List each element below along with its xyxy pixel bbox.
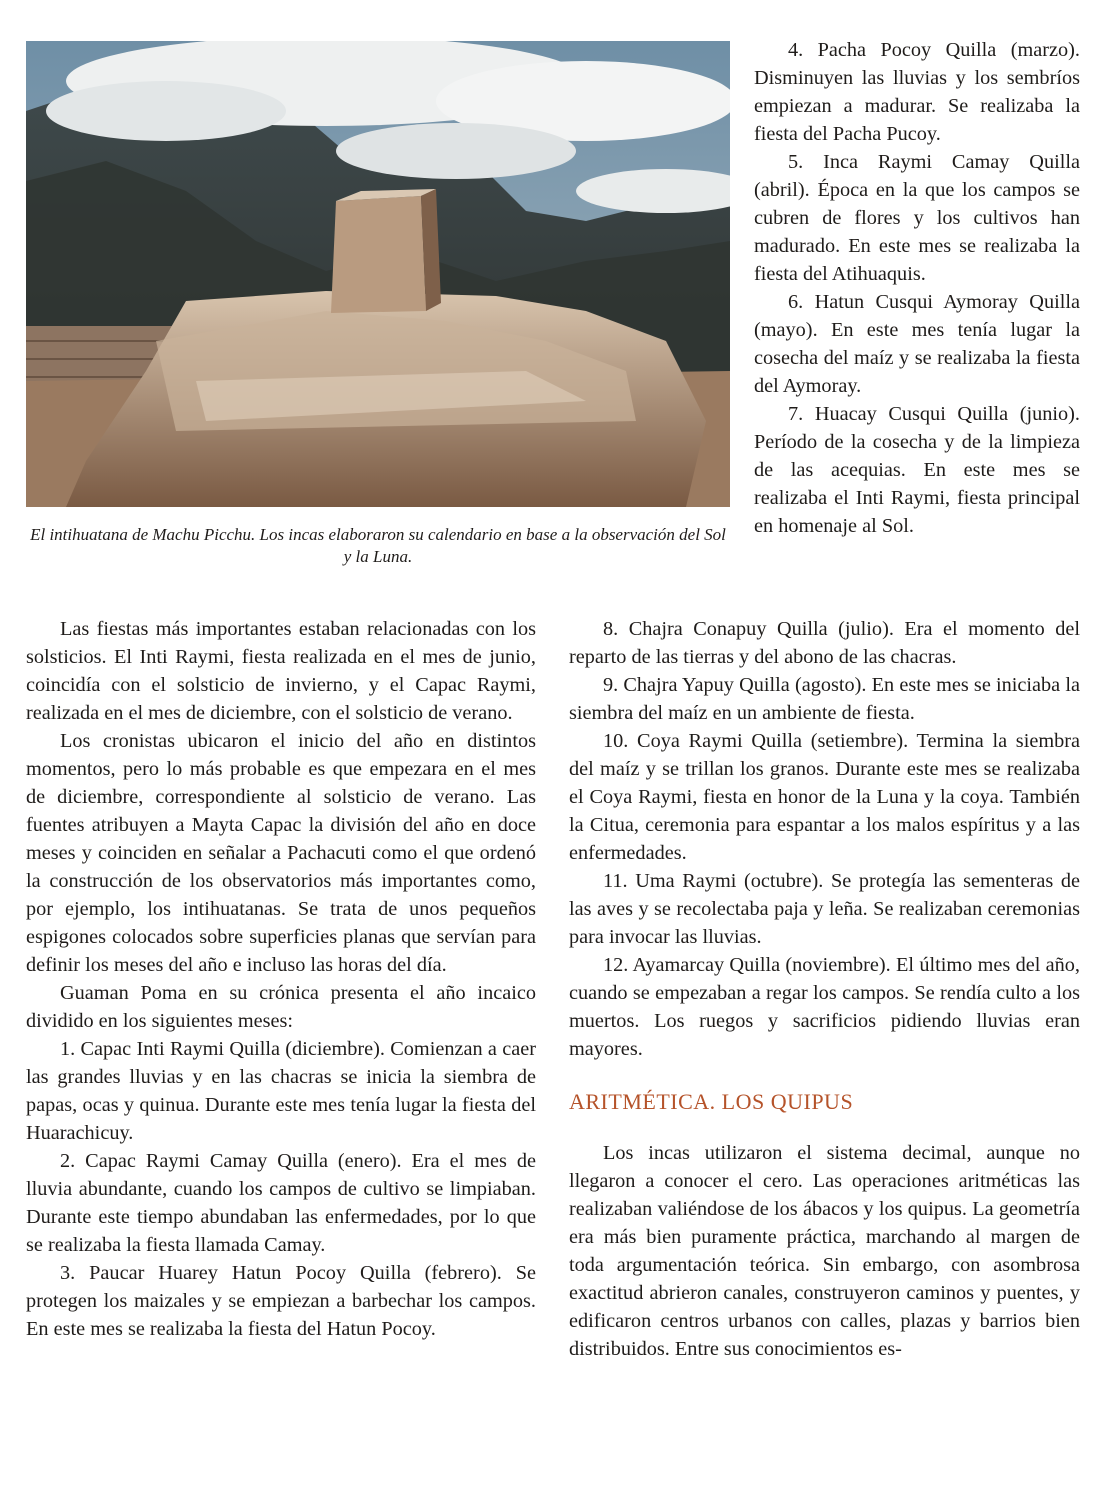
month-8: 8. Chajra Conapuy Quilla (julio). Era el momento del reparto de las tierras y del abono de las chacras. [569,618,1080,668]
intihuatana-photo [26,41,730,507]
left-column [26,615,536,1343]
month-12: 12. Ayamarcay Quilla (noviembre). El último mes del año, cuando se empezaban a regar los campos. Se rendía culto a los muertos. Los ruegos y sacrificios pidiendo lluvias eran mayores. [569,954,1080,1060]
section-heading: ARITMÉTICA. LOS QUIPUS [569,1089,854,1114]
month-1: 1. Capac Inti Raymi Quilla (diciembre). Comienzan a caer las grandes lluvias y en las chacras se inicia la siembra de papas, ocas y quinua. Durante este mes tenía lugar la fiesta del Huarachicuy. [26,1038,536,1144]
month-3: 3. Paucar Huarey Hatun Pocoy Quilla (febrero). Se protegen los maizales y se empiezan a barbechar los campos. En este mes se realizaba la fiesta del Hatun Pocoy. [26,1262,536,1340]
month-2: 2. Capac Raymi Camay Quilla (enero). Era el mes de lluvia abundante, cuando los campos de cultivo se limpiaban. Durante este tiempo abundaban las enfermedades, por lo que se realizaba la fiesta llamada Camay. [26,1150,536,1256]
month-7: 7. Huacay Cusqui Quilla (junio). Período de la cosecha y de la limpieza de las acequias. En este mes se realizaba el Inti Raymi, fiesta principal en homenaje al Sol. [754,403,1080,537]
figure-caption: El intihuatana de Machu Picchu. Los incas elaboraron su calendario en base a la observación del Sol y la Luna. [30,525,726,566]
month-11: 11. Uma Raymi (octubre). Se protegía las sementeras de las aves y se recolectaba paja y leña. Se realizaban ceremonias para invocar las lluvias. [569,870,1080,948]
paragraph-cronistas: Los cronistas ubicaron el inicio del año en distintos momentos, pero lo más probable es que empezara en el mes de diciembre, correspondiente al solsticio de verano. Las fuentes atribuyen a Mayta Capac la división del año en doce meses y coinciden en señalar a Pachacuti como el que ordenó la construcción de los observatorios más importantes como, por ejemplo, los intihuatanas. Se trata de unos pequeños espigones colocados sobre superficies planas que servían para definir los meses del año e incluso las horas del día. [26,730,536,976]
month-4: 4. Pacha Pocoy Quilla (marzo). Disminuyen las lluvias y los sembríos empiezan a madurar. Se realizaba la fiesta del Pacha Pucoy. [754,39,1080,145]
month-9: 9. Chajra Yapuy Quilla (agosto). En este mes se iniciaba la siembra del maíz en un ambiente de fiesta. [569,674,1080,724]
right-top-column [754,36,1080,540]
paragraph-guaman-poma: Guaman Poma en su crónica presenta el año incaico dividido en los siguientes meses: [26,982,536,1032]
month-5: 5. Inca Raymi Camay Quilla (abril). Época en la que los campos se cubren de flores y los cultivos han madurado. En este mes se realizaba la fiesta del Atihuaquis. [754,151,1080,285]
paragraph-solsticios: Las fiestas más importantes estaban relacionadas con los solsticios. El Inti Raymi, fiesta realizada en el mes de junio, coincidía con el solsticio de invierno, y el Capac Raymi, realizada en el mes de diciembre, con el solsticio de verano. [26,618,536,724]
right-column [569,615,1080,1363]
month-6: 6. Hatun Cusqui Aymoray Quilla (mayo). En este mes tenía lugar la cosecha del maíz y se realizaba la fiesta del Aymoray. [754,291,1080,397]
paragraph-aritmetica: Los incas utilizaron el sistema decimal, aunque no llegaron a conocer el cero. Las operaciones aritméticas las realizaban valiéndose de los ábacos y los quipus. La geometría era más bien puramente práctica, marchando al margen de toda argumentación teórica. Sin embargo, con asombrosa exactitud abrieron canales, construyeron caminos y puentes, y edificaron centros urbanos con calles, plazas y barrios bien distribuidos. Entre sus conocimientos es- [569,1142,1080,1360]
month-10: 10. Coya Raymi Quilla (setiembre). Termina la siembra del maíz y se trillan los granos. Durante este mes se realizaba el Coya Raymi, fiesta en honor de la Luna y la coya. También la Citua, ceremonia para espantar a los malos espíritus y a las enfermedades. [569,730,1080,864]
